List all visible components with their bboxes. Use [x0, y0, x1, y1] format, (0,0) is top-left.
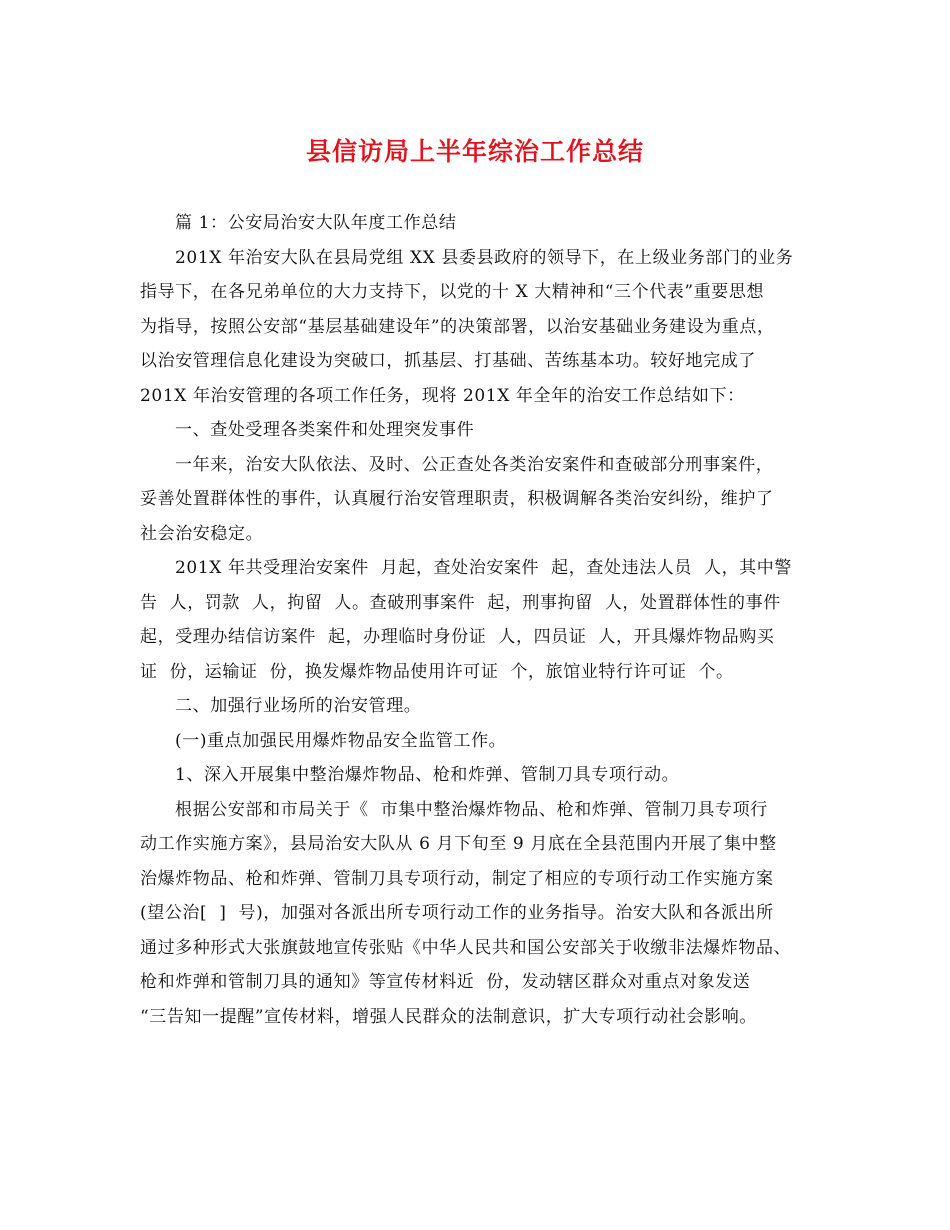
document-title: 县信访局上半年综治工作总结	[305, 137, 644, 166]
text-line: 一年来，治安大队依法、及时、公正查处各类治安案件和查破部分刑事案件，	[175, 454, 774, 475]
text-line: 二、加强行业场所的治安管理。	[175, 696, 422, 716]
text-line: (一)重点加强民用爆炸物品安全监管工作。	[175, 730, 507, 751]
text-line: 指导下，在各兄弟单位的大力支持下，以党的十 X 大精神和“三个代表”重要思想	[140, 282, 765, 302]
text-line: 201X 年治安大队在县局党组 XX 县委县政府的领导下，在上级业务部门的业务	[175, 247, 794, 268]
text-line: 动工作实施方案》，县局治安大队从 6 月下旬至 9 月底在全县范围内开展了集中整	[140, 834, 777, 854]
text-line: 起，受理办结信访案件 起，办理临时身份证 人，四员证 人，开具爆炸物品购买	[140, 627, 775, 647]
text-line: 1、深入开展集中整治爆炸物品、枪和炸弹、管制刀具专项行动。	[175, 765, 680, 785]
text-line: 根据公安部和市局关于《 市集中整治爆炸物品、枪和炸弹、管制刀具专项行	[175, 799, 768, 820]
text-line: 为指导，按照公安部“基层基础建设年”的决策部署，以治安基础业务建设为重点，	[140, 316, 775, 337]
text-line: 201X 年治安管理的各项工作任务，现将 201X 年全年的治安工作总结如下：	[140, 385, 745, 406]
text-line: 证 份，运输证 份，换发爆炸物品使用许可证 个，旅馆业特行许可证 个。	[140, 661, 734, 682]
text-line: 一、查处受理各类案件和处理突发事件	[175, 420, 475, 440]
text-line: 妥善处置群体性的事件，认真履行治安管理职责，积极调解各类治安纠纷，维护了	[140, 489, 774, 509]
text-line: 社会治安稳定。	[140, 523, 264, 544]
text-line: “三告知一提醒”宣传材料，增强人民群众的法制意识，扩大专项行动社会影响。	[140, 1006, 757, 1027]
text-line: 枪和炸弹和管制刀具的通知》等宣传材料近 份，发动辖区群众对重点对象发送	[140, 972, 751, 992]
text-line: 通过多种形式大张旗鼓地宣传张贴《中华人民共和国公安部关于收缴非法爆炸物品、	[140, 937, 792, 958]
text-line: 治爆炸物品、枪和炸弹、管制刀具专项行动，制定了相应的专项行动工作实施方案	[140, 868, 774, 889]
document-body	[140, 206, 812, 1034]
text-line: 以治安管理信息化建设为突破口，抓基层、打基础、苦练基本功。较好地完成了	[140, 351, 756, 371]
text-line: (望公治[ ] 号)，加强对各派出所专项行动工作的业务指导。治安大队和各派出所	[140, 903, 774, 923]
text-line: 告 人，罚款 人，拘留 人。查破刑事案件 起，刑事拘留 人，处置群体性的事件	[140, 592, 781, 613]
text-line: 201X 年共受理治安案件 月起，查处治安案件 起，查处违法人员 人，其中警	[175, 558, 792, 578]
text-line: 篇 1：公安局治安大队年度工作总结	[175, 213, 457, 233]
